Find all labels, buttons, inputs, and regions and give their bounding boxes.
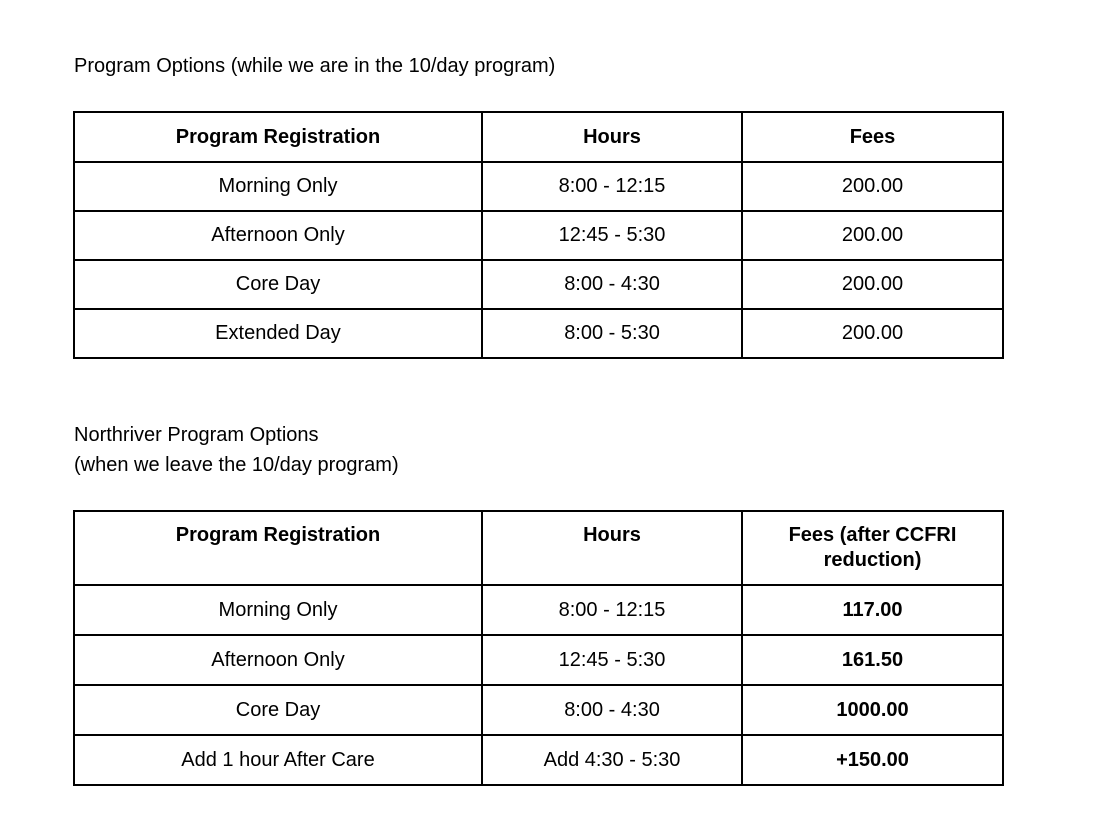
table-row [74, 685, 1003, 735]
header-fees-after-ccfri: Fees (after CCFRI reduction) [742, 511, 1003, 585]
section-2-heading [74, 420, 399, 480]
cell-hours: 8:00 - 4:30 [482, 260, 742, 309]
cell-hours: 8:00 - 4:30 [482, 685, 742, 735]
cell-fee: 200.00 [742, 309, 1003, 358]
section-2-heading-line-2: (when we leave the 10/day program) [74, 454, 399, 476]
table-header-row [74, 112, 1003, 162]
northriver-program-options-table [73, 510, 1004, 786]
header-program-registration: Program Registration [74, 511, 482, 585]
table-row [74, 735, 1003, 785]
header-fees: Fees [742, 112, 1003, 162]
table-row [74, 585, 1003, 635]
cell-fee: 200.00 [742, 162, 1003, 211]
section-2-heading-line-1: Northriver Program Options [74, 424, 319, 446]
cell-program: Afternoon Only [74, 635, 482, 685]
cell-fee: 200.00 [742, 260, 1003, 309]
header-program-registration: Program Registration [74, 112, 482, 162]
cell-hours: 8:00 - 12:15 [482, 585, 742, 635]
cell-hours: 12:45 - 5:30 [482, 635, 742, 685]
table-header-row [74, 511, 1003, 585]
cell-fee: 200.00 [742, 211, 1003, 260]
header-hours: Hours [482, 112, 742, 162]
cell-program: Afternoon Only [74, 211, 482, 260]
cell-program: Core Day [74, 260, 482, 309]
cell-hours: Add 4:30 - 5:30 [482, 735, 742, 785]
table-row [74, 211, 1003, 260]
cell-program: Add 1 hour After Care [74, 735, 482, 785]
cell-program: Core Day [74, 685, 482, 735]
table-row [74, 162, 1003, 211]
cell-hours: 8:00 - 12:15 [482, 162, 742, 211]
cell-program: Morning Only [74, 162, 482, 211]
table-row [74, 635, 1003, 685]
cell-program: Extended Day [74, 309, 482, 358]
cell-fee: +150.00 [742, 735, 1003, 785]
cell-hours: 8:00 - 5:30 [482, 309, 742, 358]
header-hours: Hours [482, 511, 742, 585]
section-1-heading: Program Options (while we are in the 10/day program) [74, 55, 556, 77]
table-row [74, 260, 1003, 309]
cell-hours: 12:45 - 5:30 [482, 211, 742, 260]
program-options-table [73, 111, 1004, 359]
table-row [74, 309, 1003, 358]
cell-fee: 161.50 [742, 635, 1003, 685]
cell-fee: 117.00 [742, 585, 1003, 635]
cell-program: Morning Only [74, 585, 482, 635]
cell-fee: 1000.00 [742, 685, 1003, 735]
